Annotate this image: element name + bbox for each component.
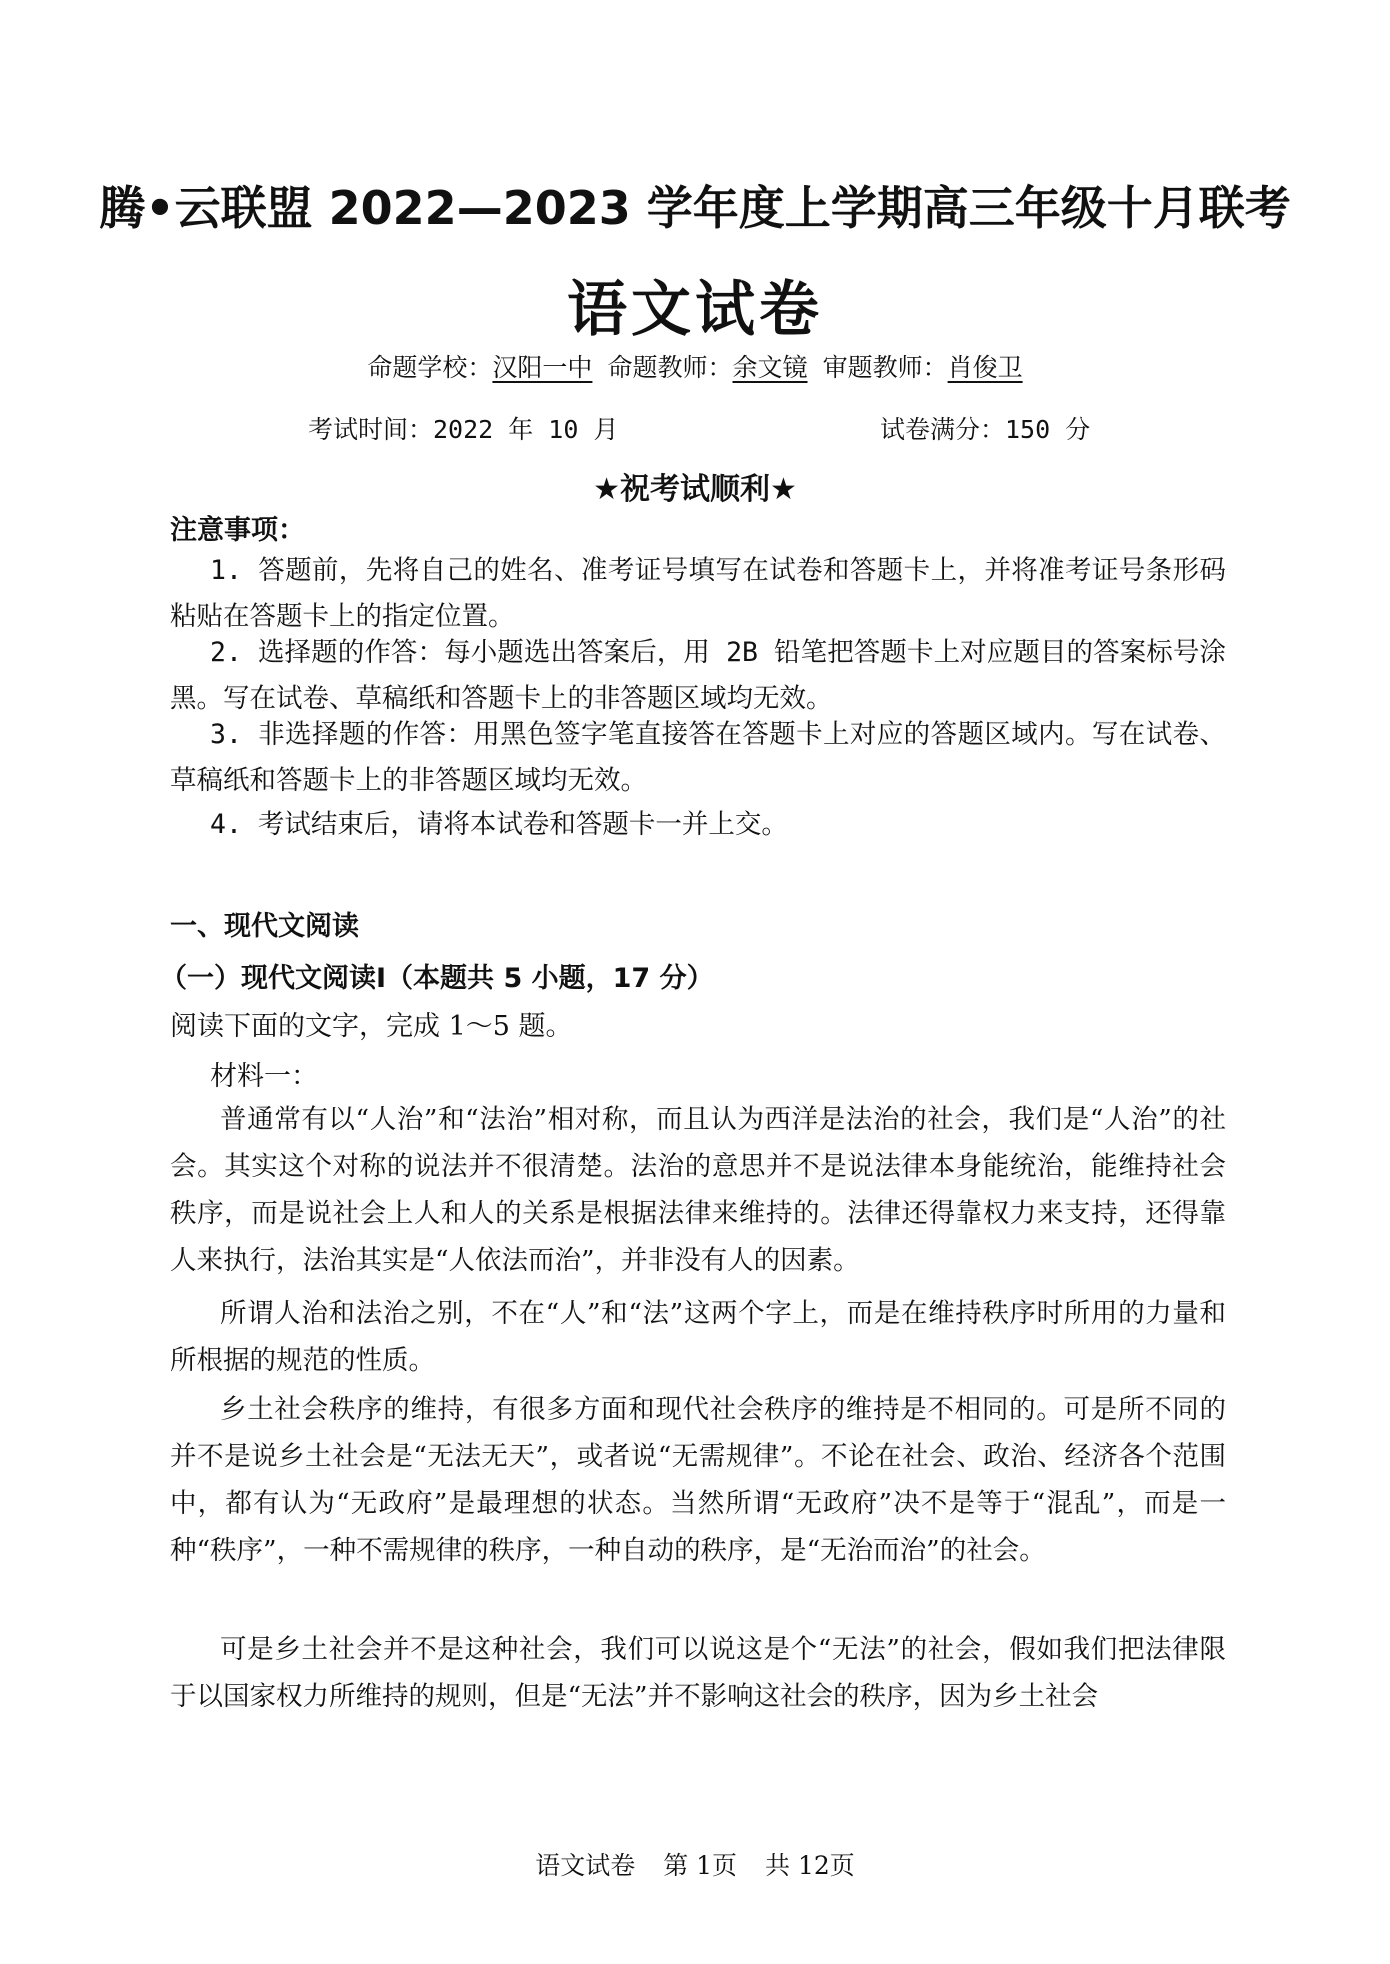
reading-instruction: 阅读下面的文字，完成 1～5 题。	[170, 1011, 573, 1042]
school-name: 汉阳一中	[492, 353, 593, 382]
reviewer-name: 肖俊卫	[947, 353, 1023, 382]
body-paragraph: 普通常有以“人治”和“法治”相对称，而且认为西洋是法治的社会，我们是“人治”的社会。其实这个对称的说法并不很清楚。法治的意思并不是说法律本身能统治，能维持社会秩序，而是说社会上人和人的关系是根据法律来维持的。法律还得靠权力来支持，还得靠人来执行，法治其实是“人依法而治”，并非没有人的因素。	[170, 1104, 1226, 1276]
notice-item: 1. 答题前，先将自己的姓名、准考证号填写在试卷和答题卡上，并将准考证号条形码粘贴在答题卡上的指定位置。	[170, 555, 1226, 632]
exam-time: 考试时间：2022 年 10 月	[308, 415, 619, 444]
author-line	[0, 348, 1390, 384]
footer-total-pages: 共 12页	[765, 1851, 855, 1880]
good-luck-banner: ★祝考试顺利★	[593, 472, 797, 507]
footer-subject: 语文试卷	[535, 1851, 636, 1880]
setter-label: 命题教师：	[607, 353, 733, 382]
section-heading: 一、现代文阅读	[170, 911, 359, 942]
school-label: 命题学校：	[367, 353, 493, 382]
body-paragraph: 乡土社会秩序的维持，有很多方面和现代社会秩序的维持是不相同的。可是所不同的并不是说乡土社会是“无法无天”，或者说“无需规律”。不论在社会、政治、经济各个范围中，都有认为“无政府”是最理想的状态。当然所谓“无政府”决不是等于“混乱”，而是一种“秩序”，一种不需规律的秩序，一种自动的秩序，是“无治而治”的社会。	[170, 1394, 1226, 1566]
subsection-heading: （一）现代文阅读Ⅰ（本题共 5 小题，17 分）	[160, 963, 714, 994]
reviewer-label: 审题教师：	[822, 353, 948, 382]
full-score: 试卷满分：150 分	[880, 415, 1091, 444]
material-label: 材料一：	[210, 1061, 318, 1092]
notice-item: 3. 非选择题的作答：用黑色签字笔直接答在答题卡上对应的答题区域内。写在试卷、草稿纸和答题卡上的非答题区域均无效。	[170, 719, 1226, 796]
notice-heading: 注意事项：	[170, 515, 305, 546]
notice-item: 4. 考试结束后，请将本试卷和答题卡一并上交。	[210, 809, 788, 840]
body-paragraph: 可是乡土社会并不是这种社会，我们可以说这是个“无法”的社会，假如我们把法律限于以国家权力所维持的规则，但是“无法”并不影响这社会的秩序，因为乡土社会	[170, 1634, 1226, 1712]
page-footer	[0, 1846, 1390, 1882]
notice-item: 2. 选择题的作答：每小题选出答案后，用 2B 铅笔把答题卡上对应题目的答案标号涂黑。写在试卷、草稿纸和答题卡上的非答题区域均无效。	[170, 637, 1226, 714]
footer-page-number: 第 1页	[663, 1851, 738, 1880]
setter-name: 余文镜	[732, 353, 808, 382]
subject-title: 语文试卷	[567, 275, 823, 345]
body-paragraph: 所谓人治和法治之别，不在“人”和“法”这两个字上，而是在维持秩序时所用的力量和所根据的规范的性质。	[170, 1298, 1226, 1376]
exam-title: 腾•云联盟 2022—2023 学年度上学期高三年级十月联考	[99, 181, 1291, 235]
